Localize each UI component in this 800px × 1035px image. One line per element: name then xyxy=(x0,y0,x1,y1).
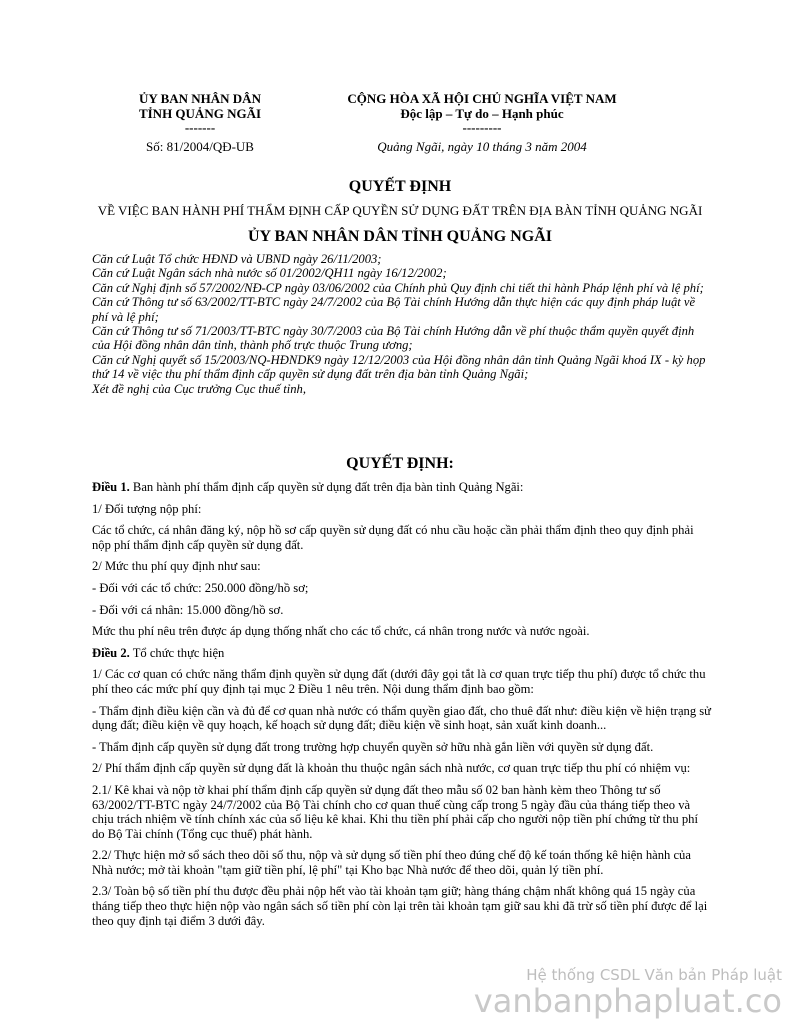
decision-heading: QUYẾT ĐỊNH: xyxy=(346,455,454,472)
paragraph: 1/ Các cơ quan có chức năng thẩm định quyền sử dụng đất (dưới đây gọi tắt là cơ quan trực tiếp thu phí) được tổ chức thu phí theo các mức phí quy định tại mục 2 Điều 1 nêu trên. Nội dung thẩm định bao gồm: xyxy=(92,667,706,696)
issuer-org-line2: TỈNH QUẢNG NGÃI xyxy=(138,105,262,121)
paragraph: - Thẩm định điều kiện cần và đủ để cơ quan nhà nước có thẩm quyền giao đất, cho thuê đất như: điều kiện về hiện trạng sử dụng đất; điều kiện về quy hoạch, kế hoạch sử dụng đất; điều kiện về sinh hoạt, sản xuất kinh doanh... xyxy=(92,703,711,733)
article-2-label: Điều 2. xyxy=(92,645,130,660)
article-1-label: Điều 1. xyxy=(92,480,130,494)
nation-separator: --------- xyxy=(462,120,502,135)
paragraph: 2.2/ Thực hiện mở sổ sách theo dõi số thu, nộp và sử dụng số tiền phí theo đúng chế độ kế toán thống kê hiện hành của Nhà nước; mở tài khoản "tạm giữ tiền phí, lệ phí" tại Kho bạc Nhà nước để theo dõi, quản lý tiền phí. xyxy=(92,848,691,877)
paragraph: 2/ Mức thu phí quy định như sau: xyxy=(92,559,261,574)
legal-basis-item: Căn cứ Nghị quyết số 15/2003/NQ-HĐNDK9 ngày 12/12/2003 của Hội đồng nhân dân tỉnh Quảng Ngãi khoá IX - kỳ họp thứ 14 về việc thu phí thẩm định cấp quyền sử dụng đất trên địa bàn tỉnh Quảng Ngãi; xyxy=(92,352,706,382)
article-1 xyxy=(92,480,712,495)
watermark-site: vanbanphapluat.co xyxy=(473,982,782,1020)
document-subtitle: VỀ VIỆC BAN HÀNH PHÍ THẨM ĐỊNH CẤP QUYỀN SỬ DỤNG ĐẤT TRÊN ĐỊA BÀN TỈNH QUẢNG NGÃI xyxy=(97,203,703,218)
paragraph: Mức thu phí nêu trên được áp dụng thống nhất cho các tổ chức, cá nhân trong nước và nước ngoài. xyxy=(92,624,590,639)
issuing-authority: ỦY BAN NHÂN DÂN TỈNH QUẢNG NGÃI xyxy=(247,228,552,245)
paragraph: 2.1/ Kê khai và nộp tờ khai phí thẩm định cấp quyền sử dụng đất theo mẫu số 02 ban hành kèm theo Thông tư số 63/2002/TT-BTC ngày 24/7/2002 của Bộ Tài chính cho cơ quan thuế cùng cấp trong 5 ngày đầu của tháng tiếp theo và chịu trách nhiệm về tính chính xác của số liệu kê khai. Khi thu tiền phí phải cấp cho người nộp tiền phí chứng từ thu phí do Bộ Tài chính (Tổng cục thuế) phát hành. xyxy=(92,782,698,841)
paragraph: 2/ Phí thẩm định cấp quyền sử dụng đất là khoản thu thuộc ngân sách nhà nước, cơ quan trực tiếp thu phí có nhiệm vụ: xyxy=(92,761,691,776)
issuer-org-line1: ỦY BAN NHÂN DÂN xyxy=(139,91,261,106)
paragraph: 2.3/ Toàn bộ số tiền phí thu được đều phải nộp hết vào tài khoản tạm giữ; hàng tháng chậm nhất không quá 15 ngày của tháng tiếp theo thực hiện nộp vào ngân sách số tiền phí còn lại trên tài khoản tạm giữ sau khi đã trừ số tiền phí được để lại theo quy định tại điểm 3 dưới đây. xyxy=(92,884,708,928)
legal-basis-item: Căn cứ Nghị định số 57/2002/NĐ-CP ngày 03/06/2002 của Chính phủ Quy định chi tiết thi hành Pháp lệnh phí và lệ phí; xyxy=(92,280,704,295)
nation-motto: Độc lập – Tự do – Hạnh phúc xyxy=(400,105,564,121)
legal-basis-item: Căn cứ Thông tư số 71/2003/TT-BTC ngày 30/7/2003 của Bộ Tài chính Hướng dẫn về phí thuộc thẩm quyền quyết định của Hội đồng nhân dân tỉnh, thành phố trực thuộc Trung ương; xyxy=(92,324,695,353)
document-body xyxy=(92,480,712,935)
paragraph: - Thẩm định cấp quyền sử dụng đất trong trường hợp chuyển quyền sở hữu nhà gắn liền với quyền sử dụng đất. xyxy=(92,739,654,754)
issuer-header-block xyxy=(110,92,290,154)
legal-basis-item: Căn cứ Luật Ngân sách nhà nước số 01/2002/QH11 ngày 16/12/2002; xyxy=(92,266,447,281)
document-date: Quảng Ngãi, ngày 10 tháng 3 năm 2004 xyxy=(377,138,587,154)
legal-basis-item: Căn cứ Thông tư số 63/2002/TT-BTC ngày 24/7/2002 của Bộ Tài chính Hướng dẫn thực hiện các quy định pháp luật về phí và lệ phí; xyxy=(92,295,696,324)
nation-header-block xyxy=(300,92,664,154)
document-title: QUYẾT ĐỊNH xyxy=(348,178,452,195)
paragraph: Các tổ chức, cá nhân đăng ký, nộp hồ sơ cấp quyền sử dụng đất có nhu cầu hoặc cần phải thẩm định theo quy định phải nộp phí thẩm định cấp quyền sử dụng đất. xyxy=(92,523,694,552)
article-2 xyxy=(92,646,712,661)
document-number: Số: 81/2004/QĐ-UB xyxy=(146,138,254,154)
article-1-text: Ban hành phí thẩm định cấp quyền sử dụng đất trên địa bàn tỉnh Quảng Ngãi: xyxy=(129,480,524,494)
legal-bases xyxy=(92,252,712,396)
paragraph: - Đối với cá nhân: 15.000 đồng/hồ sơ. xyxy=(92,602,284,617)
nation-name: CỘNG HÒA XÃ HỘI CHỦ NGHĨA VIỆT NAM xyxy=(347,91,617,106)
issuer-separator: ------- xyxy=(184,120,216,135)
legal-basis-item: Căn cứ Luật Tổ chức HĐND và UBND ngày 26/11/2003; xyxy=(92,252,382,266)
paragraph: - Đối với các tổ chức: 250.000 đồng/hồ sơ; xyxy=(92,580,309,595)
legal-basis-item: Xét đề nghị của Cục trưởng Cục thuế tỉnh, xyxy=(92,381,307,396)
watermark-line1: Hệ thống CSDL Văn bản Pháp luật xyxy=(526,966,782,984)
article-2-text: Tổ chức thực hiện xyxy=(129,645,225,660)
paragraph: 1/ Đối tượng nộp phí: xyxy=(92,501,202,516)
